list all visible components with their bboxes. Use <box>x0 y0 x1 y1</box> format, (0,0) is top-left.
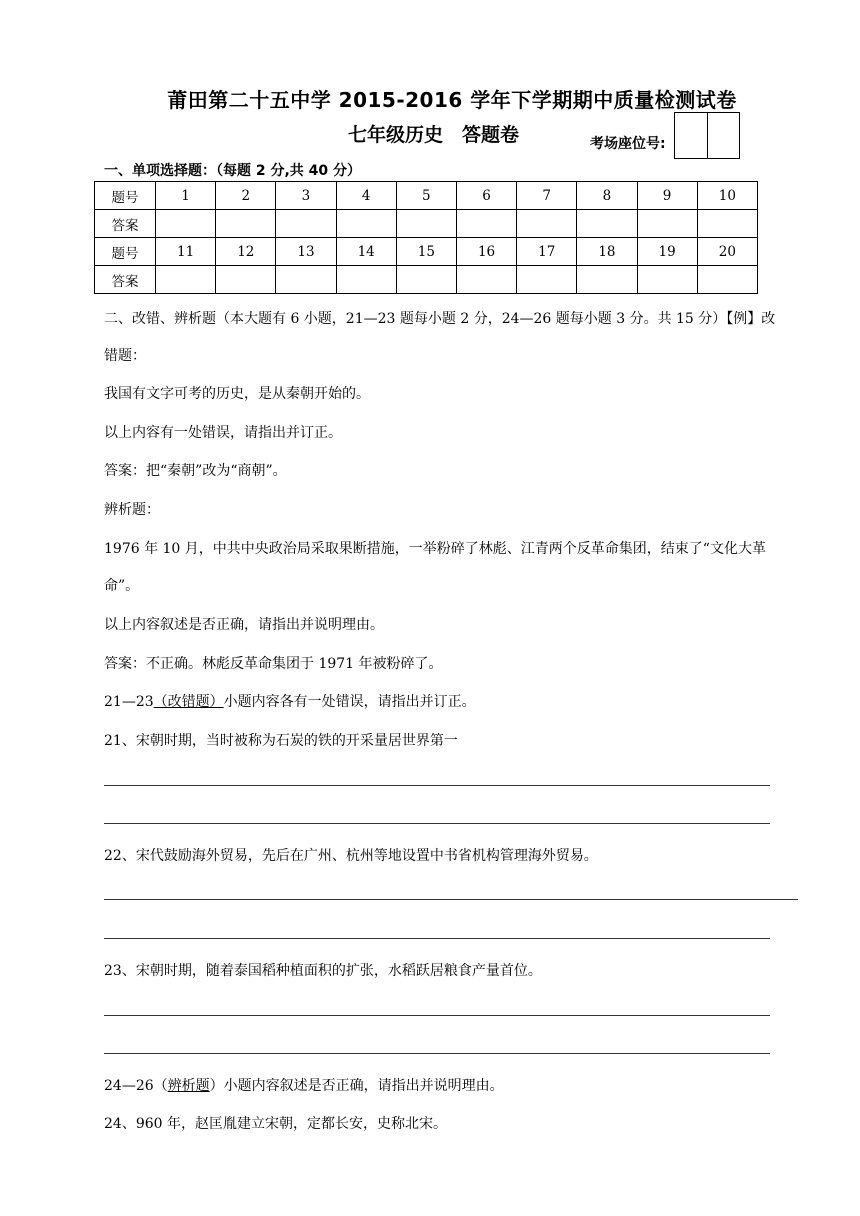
intro-text: ）小题内容叙述是否正确，请指出并说明理由。 <box>209 1078 504 1094</box>
seat-number-cell[interactable] <box>675 113 707 158</box>
answer-cell[interactable] <box>276 210 336 238</box>
question-number: 10 <box>697 182 757 210</box>
number-row-1 <box>95 182 758 210</box>
answer-cell[interactable] <box>396 266 456 294</box>
bianxi-label: 辨析题： <box>104 502 160 518</box>
section2-heading: 二、改错、辨析题（本大题有 6 小题，21—23 题每小题 2 分，24—26 题每小题 3 分。共 15 分）【例】改 <box>104 311 776 327</box>
number-row-2 <box>95 238 758 266</box>
question-number: 8 <box>577 182 637 210</box>
row-label: 题号 <box>95 182 156 210</box>
page-title: 莆田第二十五中学 2015-2016 学年下学期期中质量检测试卷 <box>167 88 737 112</box>
seat-number-boxes[interactable] <box>674 112 740 159</box>
intro-judgement-questions <box>104 1076 504 1096</box>
intro-type-tag: 辨析题 <box>167 1078 210 1094</box>
answer-cell[interactable] <box>577 266 637 294</box>
question-number: 18 <box>577 238 637 266</box>
row-label: 答案 <box>95 210 156 238</box>
question-number: 9 <box>637 182 697 210</box>
question-number: 7 <box>517 182 577 210</box>
intro-range: 21—23 <box>104 694 154 710</box>
answer-cell[interactable] <box>697 210 757 238</box>
question-number: 16 <box>456 238 516 266</box>
seat-number-cell[interactable] <box>707 113 740 158</box>
section2-heading-cont: 错题： <box>104 348 146 364</box>
answer-line[interactable] <box>104 785 770 786</box>
question-number: 6 <box>456 182 516 210</box>
bianxi-statement-cont: 命”。 <box>104 578 140 594</box>
answer-row-2 <box>95 266 758 294</box>
answer-cell[interactable] <box>637 210 697 238</box>
answer-cell[interactable] <box>336 266 396 294</box>
question-number: 5 <box>396 182 456 210</box>
example-prompt: 以上内容有一处错误，请指出并订正。 <box>104 425 342 441</box>
seat-number-label: 考场座位号: <box>590 136 666 152</box>
answer-cell[interactable] <box>577 210 637 238</box>
question-number: 4 <box>336 182 396 210</box>
section1-heading: 一、单项选择题：（每题 2 分,共 40 分） <box>104 163 362 179</box>
row-label: 题号 <box>95 238 156 266</box>
question-number: 13 <box>276 238 336 266</box>
question-22: 22、宋代鼓励海外贸易，先后在广州、杭州等地设置中书省机构管理海外贸易。 <box>104 848 598 864</box>
question-number: 20 <box>697 238 757 266</box>
question-number: 12 <box>216 238 276 266</box>
answer-cell[interactable] <box>156 266 216 294</box>
answer-line[interactable] <box>104 823 770 824</box>
answer-cell[interactable] <box>456 266 516 294</box>
answer-cell[interactable] <box>456 210 516 238</box>
question-number: 14 <box>336 238 396 266</box>
question-23: 23、宋朝时期，随着泰国稻种植面积的扩张，水稻跃居粮食产量首位。 <box>104 963 542 979</box>
answer-line[interactable] <box>104 938 770 939</box>
answer-cell[interactable] <box>517 266 577 294</box>
question-number: 2 <box>216 182 276 210</box>
bianxi-statement: 1976 年 10 月，中共中央政治局采取果断措施，一举粉碎了林彪、江青两个反革命集团，结束了“文化大革 <box>104 541 766 557</box>
answer-cell[interactable] <box>697 266 757 294</box>
answer-line[interactable] <box>104 899 798 900</box>
answer-cell[interactable] <box>276 266 336 294</box>
answer-cell[interactable] <box>517 210 577 238</box>
bianxi-prompt: 以上内容叙述是否正确，请指出并说明理由。 <box>104 617 384 633</box>
question-21: 21、宋朝时期，当时被称为石炭的铁的开采量居世界第一 <box>104 733 458 749</box>
answer-row-1 <box>95 210 758 238</box>
answer-grid <box>94 181 758 294</box>
question-number: 11 <box>156 238 216 266</box>
question-24: 24、960 年，赵匡胤建立宋朝，定都长安，史称北宋。 <box>104 1116 447 1132</box>
intro-text: 小题内容各有一处错误，请指出并订正。 <box>223 694 476 710</box>
question-number: 1 <box>156 182 216 210</box>
page-subtitle: 七年级历史 答题卷 <box>348 124 520 146</box>
answer-cell[interactable] <box>216 266 276 294</box>
answer-cell[interactable] <box>336 210 396 238</box>
answer-cell[interactable] <box>156 210 216 238</box>
question-number: 19 <box>637 238 697 266</box>
intro-correction-questions <box>104 692 476 712</box>
bianxi-answer: 答案：不正确。林彪反革命集团于 1971 年被粉碎了。 <box>104 656 443 672</box>
question-number: 17 <box>517 238 577 266</box>
question-number: 3 <box>276 182 336 210</box>
example-answer: 答案：把“秦朝”改为“商朝”。 <box>104 463 287 479</box>
answer-cell[interactable] <box>396 210 456 238</box>
intro-type-tag: （改错题） <box>153 694 224 710</box>
answer-line[interactable] <box>104 1053 770 1054</box>
row-label: 答案 <box>95 266 156 294</box>
question-number: 15 <box>396 238 456 266</box>
answer-line[interactable] <box>104 1015 770 1016</box>
intro-range: 24—26（ <box>104 1078 168 1094</box>
answer-cell[interactable] <box>637 266 697 294</box>
example-statement: 我国有文字可考的历史，是从秦朝开始的。 <box>104 386 370 402</box>
answer-cell[interactable] <box>216 210 276 238</box>
